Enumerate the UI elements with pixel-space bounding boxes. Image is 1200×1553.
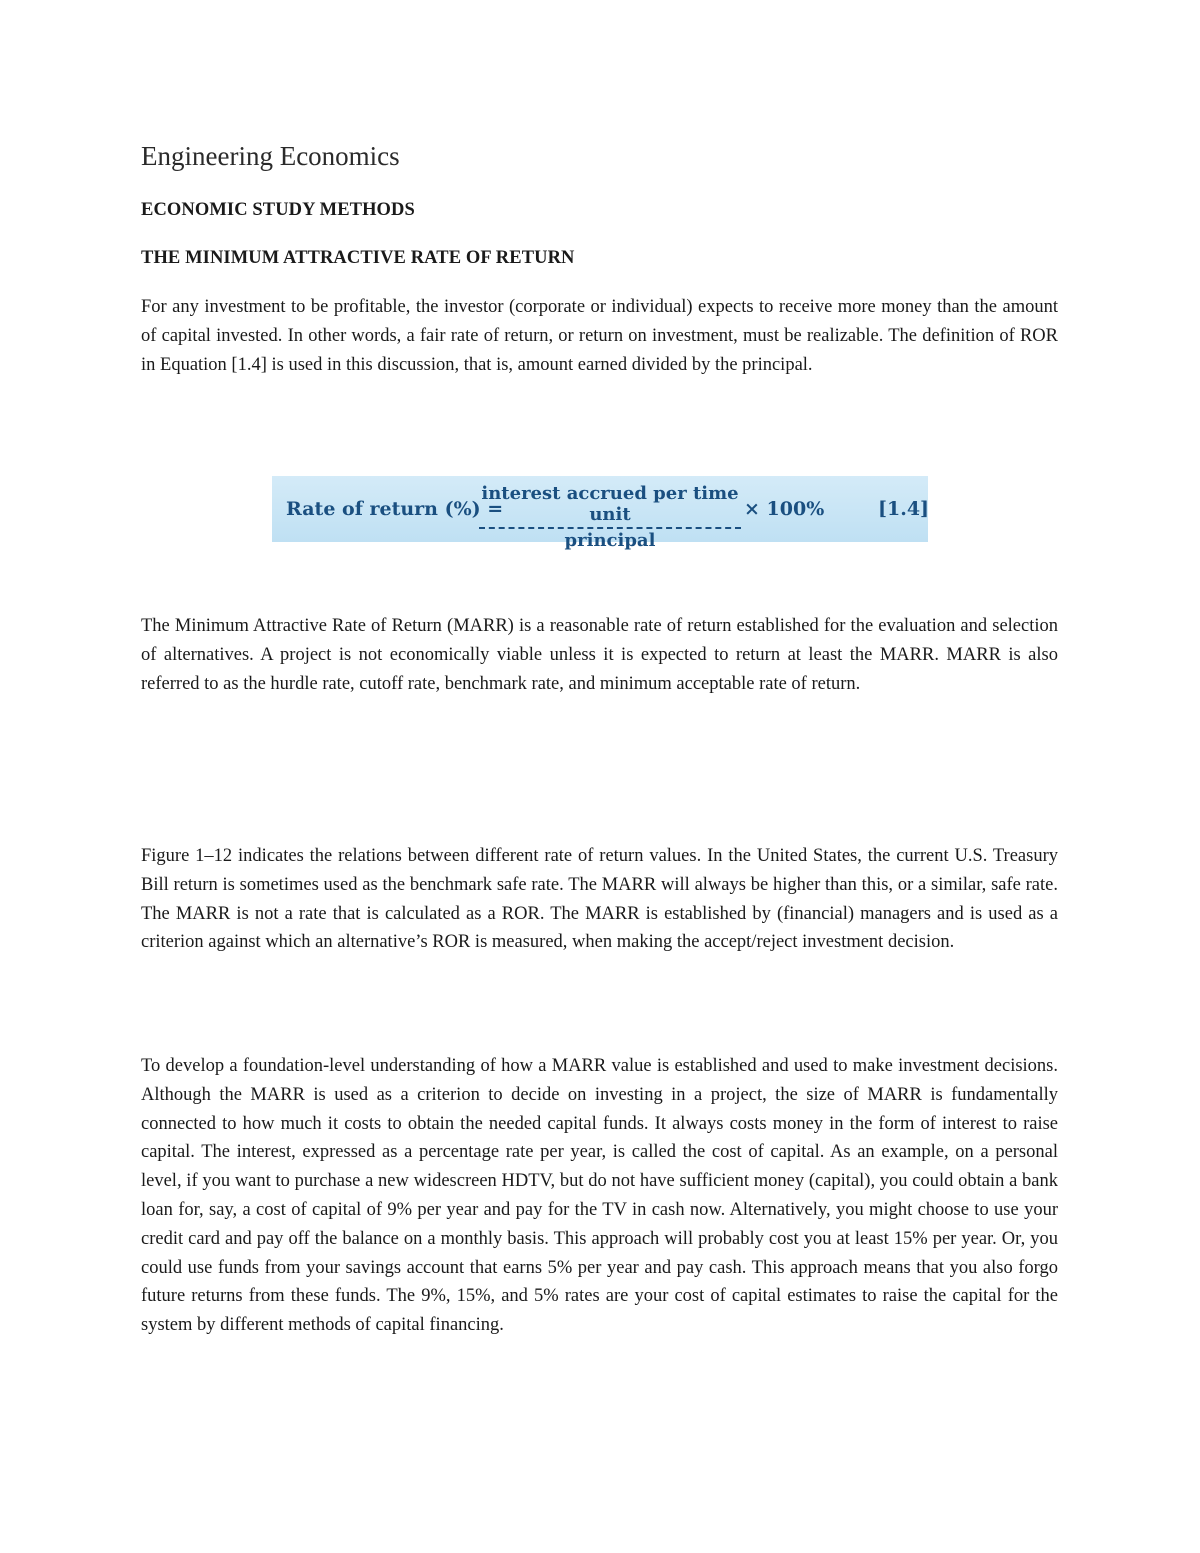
equation-label: [1.4] [878, 498, 930, 520]
equation-denominator: principal [564, 530, 656, 551]
paragraph-cost-of-capital: To develop a foundation-level understanding of how a MARR value is established and used to make investment decisions. Although the MARR is used as a criterion to decide on investing in a project, the size of MARR is fundamentally connected to how much it costs to obtain the needed capital funds. It always costs money in the form of interest to raise capital. The interest, expressed as a percentage rate per year, is called the cost of capital. As an example, on a personal level, if you want to purchase a new widescreen HDTV, but do not have sufficient money (capital), you could obtain a bank loan for, say, a cost of capital of 9% per year and pay for the TV in cash now. Alternatively, you might choose to use your credit card and pay off the balance on a monthly basis. This approach will probably cost you at least 15% per year. Or, you could use funds from your savings account that earns 5% per year and pay cash. This approach means that you also forgo future returns from these funds. The 9%, 15%, and 5% rates are your cost of capital estimates to raise the capital for the system by different methods of capital financing. [141, 1056, 1058, 1336]
equation-fraction [479, 483, 741, 551]
equation-numerator: interest accrued per time unit [481, 483, 739, 525]
subsection-heading: THE MINIMUM ATTRACTIVE RATE OF RETURN [141, 248, 575, 268]
paragraph-marr-definition: The Minimum Attractive Rate of Return (MARR) is a reasonable rate of return established for the evaluation and selection of alternatives. A project is not economically viable unless it is expected to return at least the MARR. MARR is also referred to as the hurdle rate, cutoff rate, benchmark rate, and minimum acceptable rate of return. [141, 616, 1058, 694]
paragraph-figure-relations: Figure 1–12 indicates the relations between different rate of return values. In the United States, the current U.S. Treasury Bill return is sometimes used as the benchmark safe rate. The MARR will always be higher than this, or a similar, safe rate. The MARR is not a rate that is calculated as a ROR. The MARR is established by (financial) managers and is used as a criterion against which an alternative’s ROR is measured, when making the accept/reject investment decision. [141, 846, 1058, 953]
equation-lhs: Rate of return (%) = [286, 498, 504, 520]
page-title: Engineering Economics [141, 141, 400, 171]
equation-ror [272, 476, 930, 551]
section-heading: ECONOMIC STUDY METHODS [141, 200, 415, 220]
paragraph-intro: For any investment to be profitable, the investor (corporate or individual) expects to receive more money than the amount of capital invested. In other words, a fair rate of return, or return on investment, must be realizable. The definition of ROR in Equation [1.4] is used in this discussion, that is, amount earned divided by the principal. [141, 297, 1058, 375]
equation-multiplier: × 100% [744, 498, 825, 520]
